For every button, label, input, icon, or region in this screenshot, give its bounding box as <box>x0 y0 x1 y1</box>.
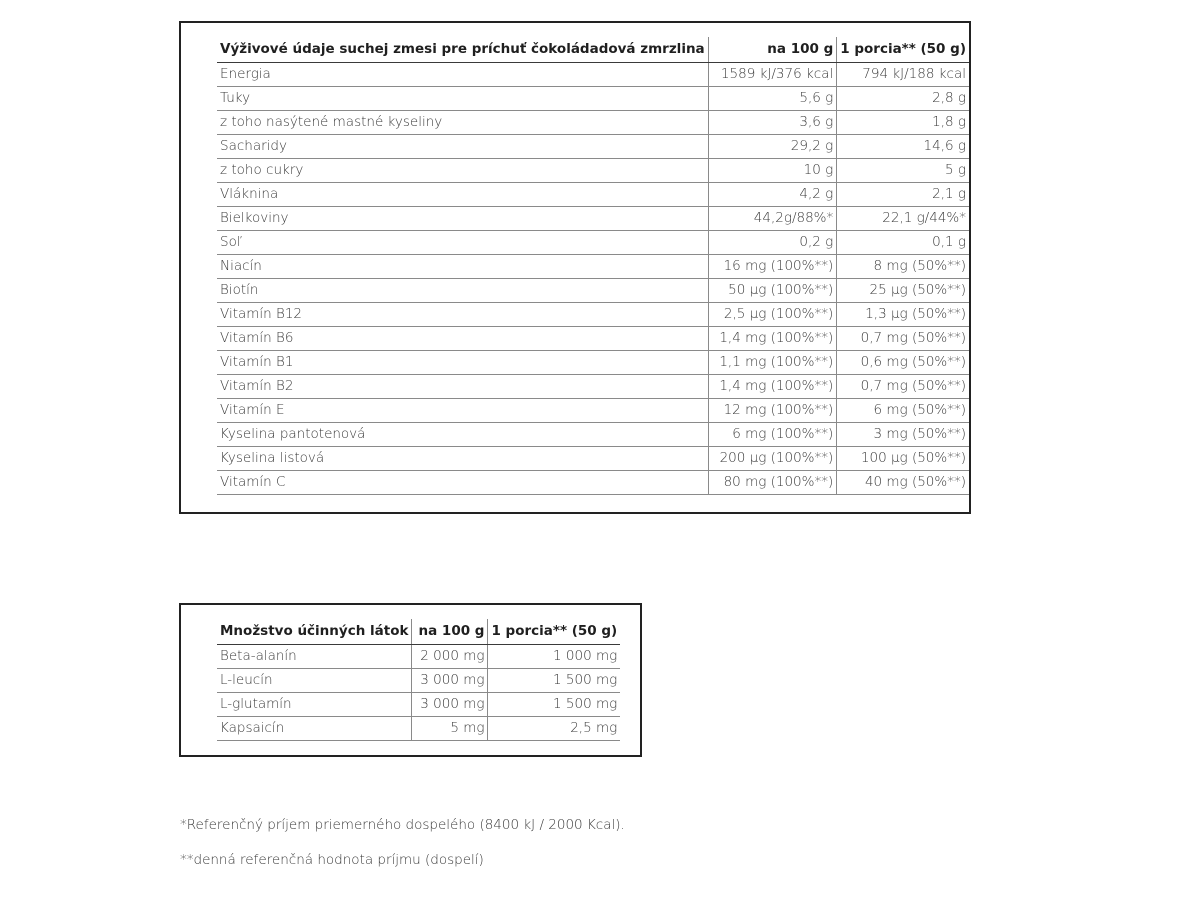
column-header-ingredient: Množstvo účinných látok <box>217 619 412 644</box>
value-per-portion: 40 mg (50%**) <box>837 470 969 494</box>
table-row <box>217 422 969 446</box>
table-row <box>217 182 969 206</box>
value-per-portion: 0,6 mg (50%**) <box>837 350 969 374</box>
table-row <box>217 692 620 716</box>
table-row <box>217 350 969 374</box>
row-label: Tuky <box>217 86 708 110</box>
nutrition-table-body <box>217 62 969 494</box>
active-ingredients-table <box>217 619 620 741</box>
value-per-100g: 200 µg (100%**) <box>708 446 837 470</box>
value-per-portion: 794 kJ/188 kcal <box>837 62 969 86</box>
table-row <box>217 62 969 86</box>
value-per-100g: 29,2 g <box>708 134 837 158</box>
value-per-portion: 3 mg (50%**) <box>837 422 969 446</box>
value-per-100g: 3 000 mg <box>412 668 488 692</box>
row-label: Kyselina listová <box>217 446 708 470</box>
row-label: Sacharidy <box>217 134 708 158</box>
row-label: Biotín <box>217 278 708 302</box>
value-per-portion: 5 g <box>837 158 969 182</box>
table-row <box>217 668 620 692</box>
table-row <box>217 644 620 668</box>
value-per-portion: 0,1 g <box>837 230 969 254</box>
value-per-portion: 1 500 mg <box>488 668 620 692</box>
value-per-portion: 1 000 mg <box>488 644 620 668</box>
value-per-100g: 1,4 mg (100%**) <box>708 326 837 350</box>
row-label: Kapsaicín <box>217 716 412 740</box>
table-row <box>217 206 969 230</box>
value-per-portion: 2,5 mg <box>488 716 620 740</box>
column-header-per-100g: na 100 g <box>708 37 837 62</box>
table-row <box>217 278 969 302</box>
table-row <box>217 230 969 254</box>
value-per-100g: 10 g <box>708 158 837 182</box>
value-per-100g: 3 000 mg <box>412 692 488 716</box>
value-per-100g: 6 mg (100%**) <box>708 422 837 446</box>
column-header-per-portion: 1 porcia** (50 g) <box>488 619 620 644</box>
table-header-row <box>217 619 620 644</box>
value-per-100g: 50 µg (100%**) <box>708 278 837 302</box>
value-per-100g: 5 mg <box>412 716 488 740</box>
row-label: Vitamín C <box>217 470 708 494</box>
table-row <box>217 716 620 740</box>
value-per-100g: 2,5 µg (100%**) <box>708 302 837 326</box>
column-header-per-portion: 1 porcia** (50 g) <box>837 37 969 62</box>
value-per-100g: 1,1 mg (100%**) <box>708 350 837 374</box>
row-label: Beta-alanín <box>217 644 412 668</box>
column-header-per-100g: na 100 g <box>412 619 488 644</box>
value-per-100g: 16 mg (100%**) <box>708 254 837 278</box>
table-row <box>217 374 969 398</box>
row-label: Vitamín B12 <box>217 302 708 326</box>
row-label: Energia <box>217 62 708 86</box>
table-row <box>217 446 969 470</box>
value-per-portion: 0,7 mg (50%**) <box>837 326 969 350</box>
row-label: Vitamín B6 <box>217 326 708 350</box>
value-per-portion: 1 500 mg <box>488 692 620 716</box>
table-row <box>217 110 969 134</box>
value-per-portion: 14,6 g <box>837 134 969 158</box>
active-ingredients-panel <box>179 603 642 757</box>
row-label: L-glutamín <box>217 692 412 716</box>
table-row <box>217 470 969 494</box>
row-label: Bielkoviny <box>217 206 708 230</box>
value-per-100g: 80 mg (100%**) <box>708 470 837 494</box>
value-per-portion: 6 mg (50%**) <box>837 398 969 422</box>
row-label: Vláknina <box>217 182 708 206</box>
value-per-100g: 3,6 g <box>708 110 837 134</box>
row-label: z toho cukry <box>217 158 708 182</box>
table-row <box>217 158 969 182</box>
table-row <box>217 302 969 326</box>
footnote-reference-intake: *Referenčný príjem priemerného dospelého (8400 kJ / 2000 Kcal). <box>180 817 625 833</box>
value-per-100g: 0,2 g <box>708 230 837 254</box>
table-row <box>217 398 969 422</box>
column-header-nutrient: Výživové údaje suchej zmesi pre príchuť čokoládadová zmrzlina <box>217 37 708 62</box>
table-header-row <box>217 37 969 62</box>
nutrition-facts-panel <box>179 21 971 514</box>
value-per-portion: 2,8 g <box>837 86 969 110</box>
value-per-portion: 2,1 g <box>837 182 969 206</box>
value-per-portion: 1,3 µg (50%**) <box>837 302 969 326</box>
value-per-100g: 4,2 g <box>708 182 837 206</box>
row-label: Kyselina pantotenová <box>217 422 708 446</box>
table-row <box>217 254 969 278</box>
value-per-100g: 1589 kJ/376 kcal <box>708 62 837 86</box>
table-row <box>217 134 969 158</box>
value-per-100g: 12 mg (100%**) <box>708 398 837 422</box>
value-per-100g: 2 000 mg <box>412 644 488 668</box>
row-label: Vitamín E <box>217 398 708 422</box>
value-per-100g: 44,2g/88%* <box>708 206 837 230</box>
value-per-portion: 0,7 mg (50%**) <box>837 374 969 398</box>
footnote-daily-value: **denná referenčná hodnota príjmu (dospelí) <box>180 852 484 868</box>
row-label: L-leucín <box>217 668 412 692</box>
value-per-portion: 22,1 g/44%* <box>837 206 969 230</box>
value-per-100g: 1,4 mg (100%**) <box>708 374 837 398</box>
nutrition-facts-table <box>217 37 969 495</box>
row-label: Soľ <box>217 230 708 254</box>
value-per-100g: 5,6 g <box>708 86 837 110</box>
value-per-portion: 8 mg (50%**) <box>837 254 969 278</box>
row-label: Niacín <box>217 254 708 278</box>
row-label: z toho nasýtené mastné kyseliny <box>217 110 708 134</box>
active-table-body <box>217 644 620 740</box>
table-row <box>217 326 969 350</box>
value-per-portion: 100 µg (50%**) <box>837 446 969 470</box>
row-label: Vitamín B1 <box>217 350 708 374</box>
table-row <box>217 86 969 110</box>
value-per-portion: 1,8 g <box>837 110 969 134</box>
value-per-portion: 25 µg (50%**) <box>837 278 969 302</box>
row-label: Vitamín B2 <box>217 374 708 398</box>
